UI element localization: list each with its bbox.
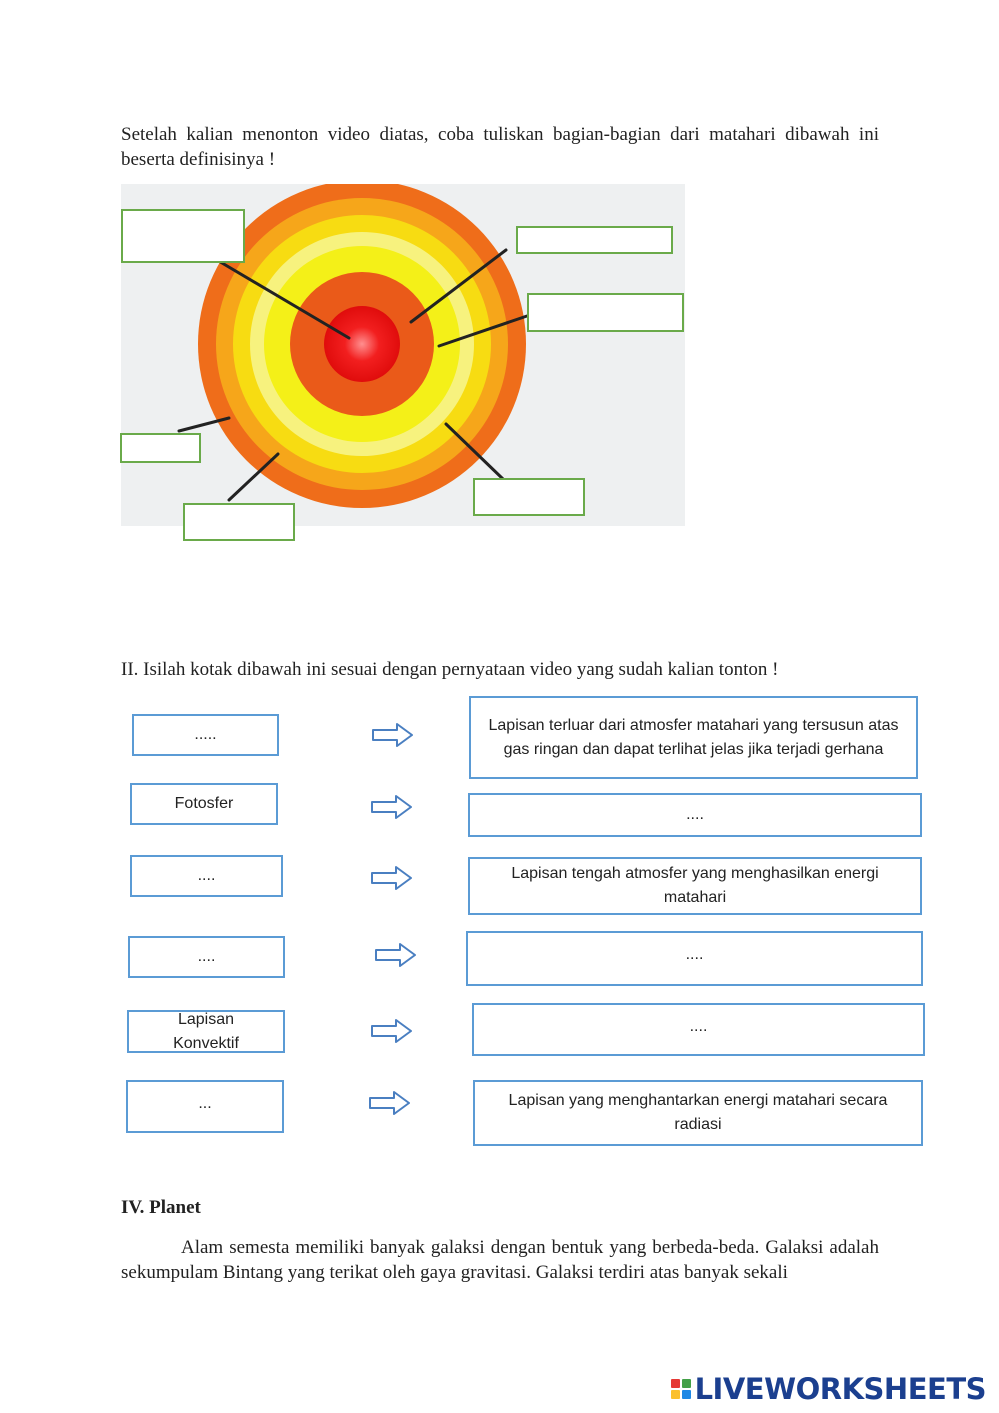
term-box[interactable]: .... (128, 936, 285, 978)
definition-box[interactable]: .... (472, 1003, 925, 1056)
definition-box[interactable]: .... (466, 931, 923, 986)
logo-square (671, 1390, 680, 1399)
logo-text: LIVEWORKSHEETS (694, 1372, 986, 1406)
arrow-right-icon (369, 1091, 411, 1115)
arrow-right-icon (372, 723, 414, 747)
logo-square (671, 1379, 680, 1388)
arrow-right-icon (371, 795, 413, 819)
logo-icon (671, 1379, 691, 1399)
label-box-radiative[interactable] (516, 226, 673, 254)
term-box[interactable]: ..... (132, 714, 279, 756)
term-box[interactable]: .... (130, 855, 283, 897)
term-box[interactable]: ... (126, 1080, 284, 1133)
sun-core (324, 306, 400, 382)
liveworksheets-logo (671, 1372, 986, 1406)
label-box-corona[interactable] (120, 433, 201, 463)
label-box-chromosphere[interactable] (183, 503, 295, 541)
definition-box[interactable]: Lapisan tengah atmosfer yang menghasilkan energi matahari (468, 857, 922, 915)
definition-box[interactable]: .... (468, 793, 922, 837)
logo-square (682, 1379, 691, 1388)
section-two-instruction: II. Isilah kotak dibawah ini sesuai dengan pernyataan video yang sudah kalian tonton ! (121, 659, 779, 680)
arrow-right-icon (371, 1019, 413, 1043)
section-four-paragraph: Alam semesta memiliki banyak galaksi dengan bentuk yang berbeda-beda. Galaksi adalah sekumpulam Bintang yang terikat oleh gaya gravitasi. Galaksi terdiri atas banyak sekali (121, 1237, 879, 1283)
term-box[interactable]: Fotosfer (130, 783, 278, 825)
term-box[interactable]: Lapisan Konvektif (127, 1010, 285, 1053)
logo-square (682, 1390, 691, 1399)
label-box-convective[interactable] (527, 293, 684, 332)
label-box-photosphere[interactable] (473, 478, 585, 516)
definition-box[interactable]: Lapisan yang menghantarkan energi matahari secara radiasi (473, 1080, 923, 1146)
intro-text: Setelah kalian menonton video diatas, coba tuliskan bagian-bagian dari matahari dibawah ini beserta definisinya ! (121, 124, 879, 170)
arrow-right-icon (375, 943, 417, 967)
definition-box[interactable]: Lapisan terluar dari atmosfer matahari yang tersusun atas gas ringan dan dapat terlihat jelas jika terjadi gerhana (469, 696, 918, 779)
label-box-core[interactable] (121, 209, 245, 263)
section-four-heading: IV. Planet (121, 1197, 201, 1218)
arrow-right-icon (371, 866, 413, 890)
